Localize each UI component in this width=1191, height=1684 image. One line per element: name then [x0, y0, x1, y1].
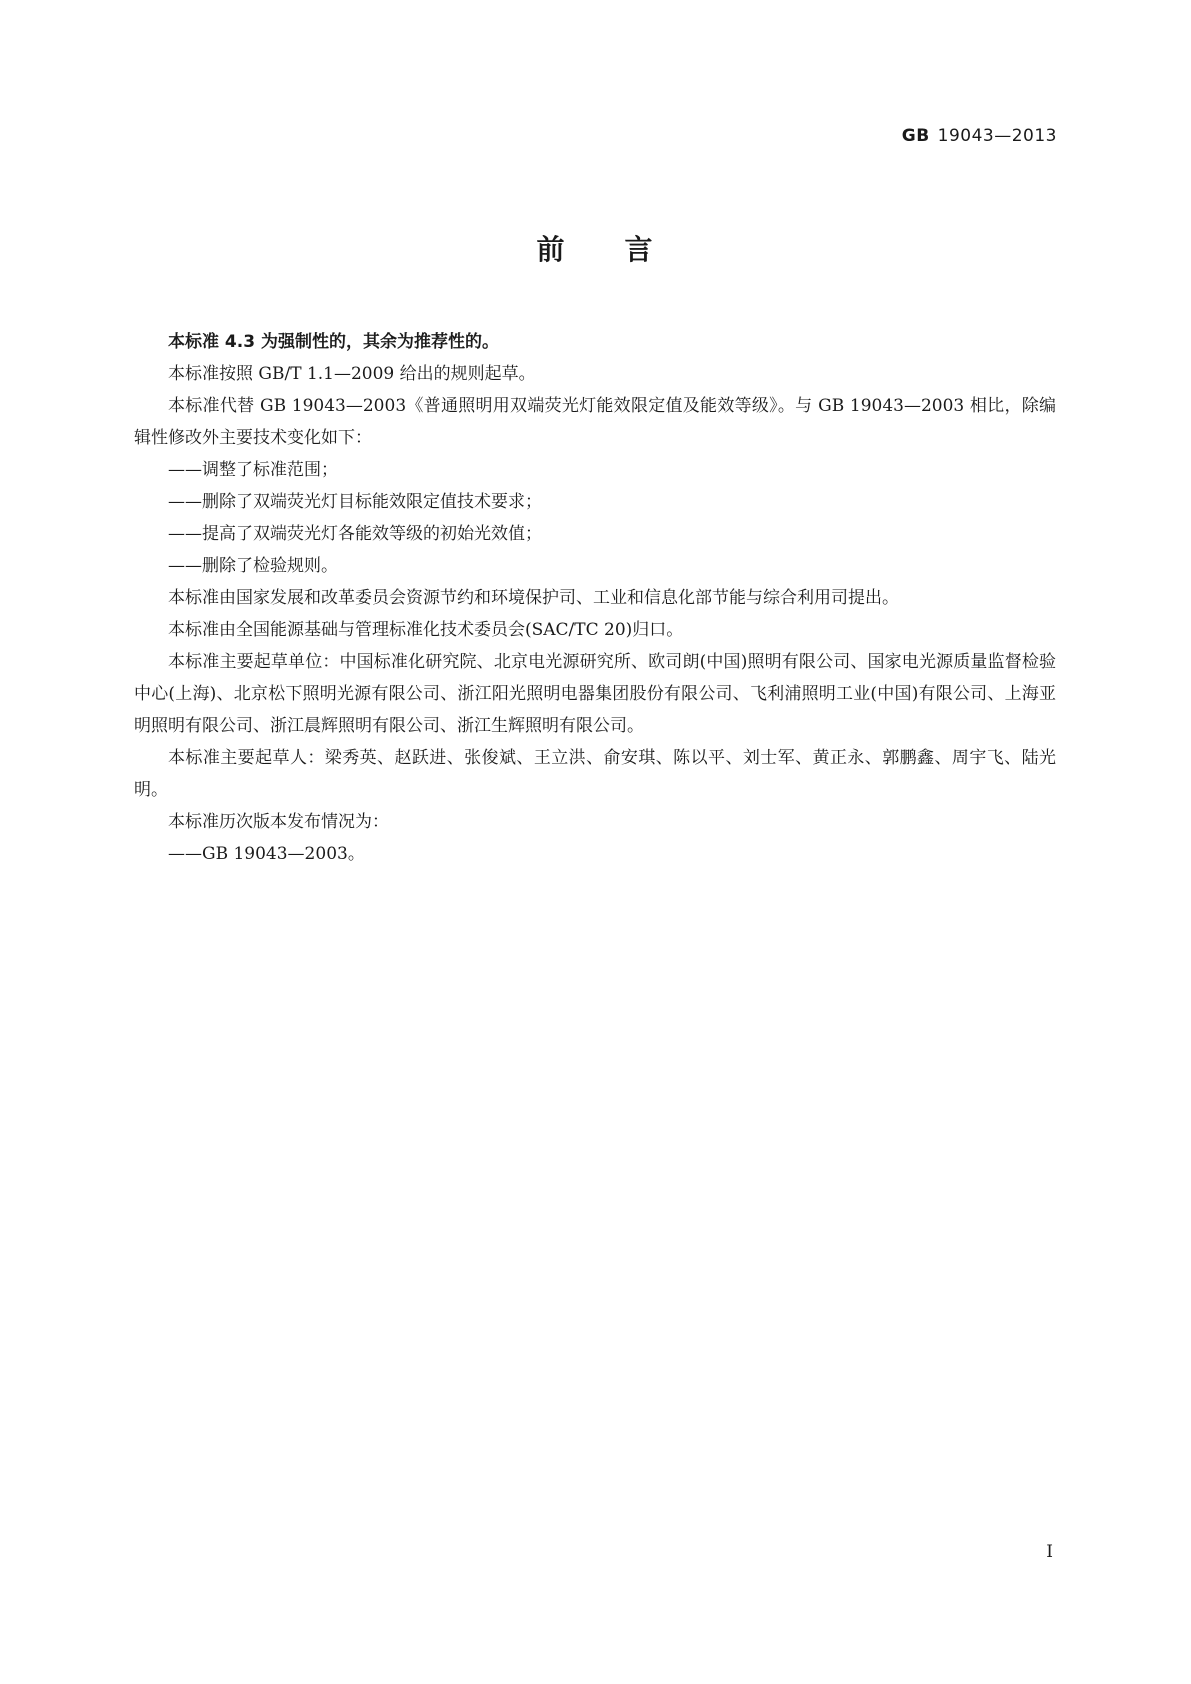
- document-code-header: [902, 126, 1057, 146]
- version-history-item: ——GB 19043—2003。: [168, 844, 365, 864]
- foreword-body: [134, 326, 1056, 870]
- change-item-inspection-rules: ——删除了检验规则。: [168, 556, 338, 576]
- paragraph-mandatory-clause: 本标准 4.3 为强制性的，其余为推荐性的。: [168, 332, 499, 352]
- change-item-scope: ——调整了标准范围；: [168, 460, 338, 480]
- standard-number: 19043—2013: [937, 126, 1057, 146]
- title-char-2: 言: [624, 233, 655, 266]
- change-item-target-limits: ——删除了双端荧光灯目标能效限定值技术要求；: [168, 492, 542, 512]
- paragraph-version-history: 本标准历次版本发布情况为：: [168, 812, 389, 832]
- paragraph-drafting-rules: 本标准按照 GB/T 1.1—2009 给出的规则起草。: [168, 364, 536, 384]
- page-title: [0, 228, 1191, 268]
- standard-prefix: GB: [901, 126, 930, 146]
- change-item-initial-efficacy: ——提高了双端荧光灯各能效等级的初始光效值；: [168, 524, 542, 544]
- page-number: I: [1046, 1542, 1053, 1562]
- paragraph-drafters: 本标准主要起草人：梁秀英、赵跃进、张俊斌、王立洪、俞安琪、陈以平、刘士军、黄正永、郭鹏鑫、周宇飞、陆光明。: [134, 748, 1056, 800]
- title-char-1: 前: [536, 233, 567, 266]
- paragraph-drafting-units: 本标准主要起草单位：中国标准化研究院、北京电光源研究所、欧司朗(中国)照明有限公司、国家电光源质量监督检验中心(上海)、北京松下照明光源有限公司、浙江阳光照明电器集团股份有限公司、飞利浦照明工业(中国)有限公司、上海亚明照明有限公司、浙江晨辉照明有限公司、浙江生辉照明有限公司。: [134, 652, 1056, 736]
- paragraph-replaces: 本标准代替 GB 19043—2003《普通照明用双端荧光灯能效限定值及能效等级》。与 GB 19043—2003 相比，除编辑性修改外主要技术变化如下：: [134, 396, 1056, 448]
- paragraph-proposed-by: 本标准由国家发展和改革委员会资源节约和环境保护司、工业和信息化部节能与综合利用司提出。: [168, 588, 899, 608]
- paragraph-under-jurisdiction: 本标准由全国能源基础与管理标准化技术委员会(SAC/TC 20)归口。: [168, 620, 684, 640]
